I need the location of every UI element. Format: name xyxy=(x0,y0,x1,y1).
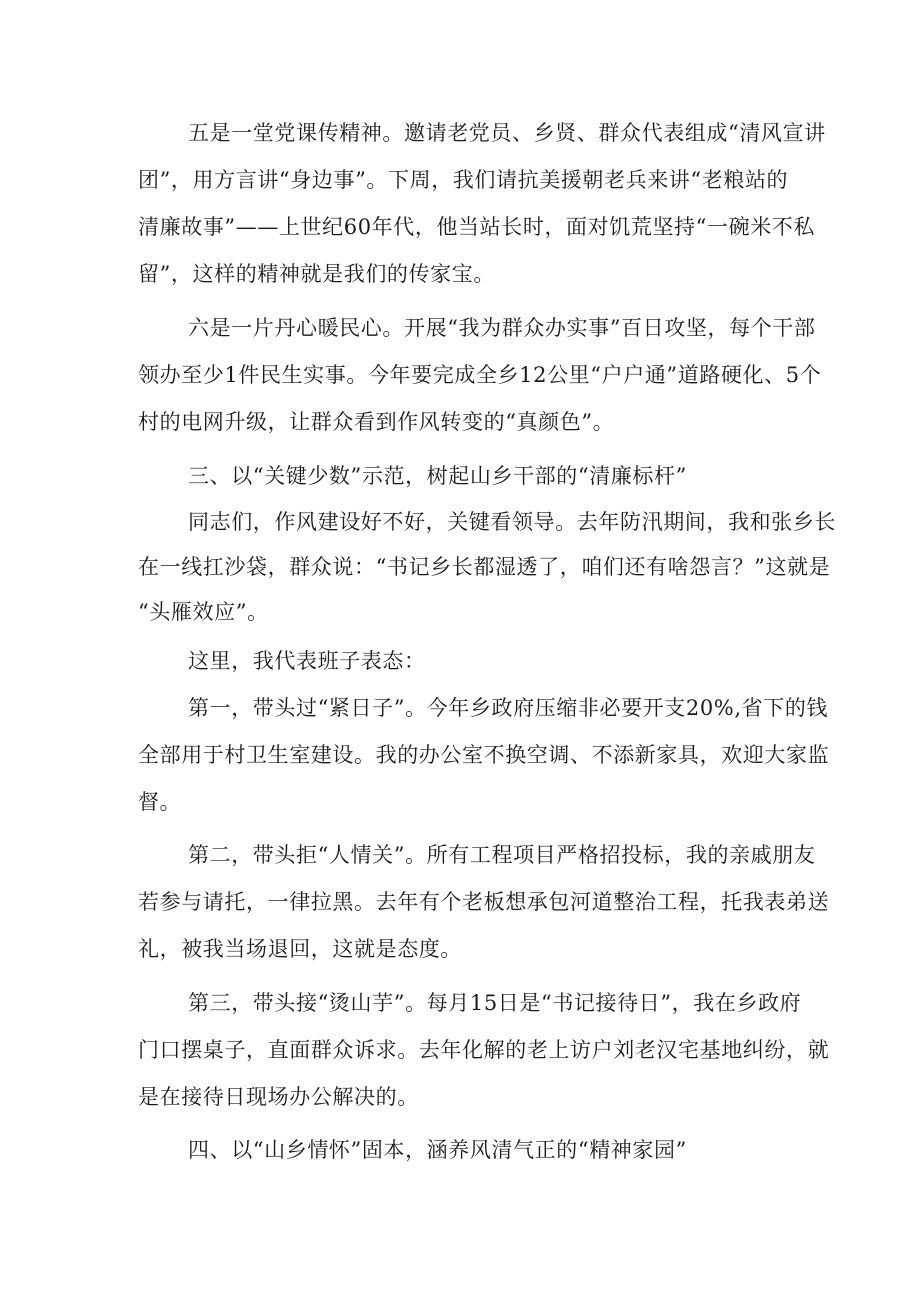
paragraph-line: 领办至少1件民生实事。今年要完成全乡12公里“户户通”道路硬化、5个 xyxy=(138,363,822,387)
paragraph-line: 礼，被我当场退回，这就是态度。 xyxy=(138,937,462,961)
paragraph-line: 村的电网升级，让群众看到作风转变的“真颜色”。 xyxy=(138,410,615,434)
paragraph-line: 清廉故事”——上世纪60年代，他当站长时，面对饥荒坚持“一碗米不私 xyxy=(138,215,815,239)
paragraph-line: 第三，带头接“烫山芋”。每月15日是“书记接待日”，我在乡政府 xyxy=(188,991,802,1015)
paragraph-line: 第二，带头拒“人情关”。所有工程项目严格招投标，我的亲戚朋友 xyxy=(188,843,816,867)
paragraph-line: 这里，我代表班子表态： xyxy=(188,649,426,673)
section-heading: 三、以“关键少数”示范，树起山乡干部的“清廉标杆” xyxy=(188,464,687,488)
section-heading: 四、以“山乡情怀”固本，涵养风清气正的“精神家园” xyxy=(188,1138,687,1162)
paragraph-line: 全部用于村卫生室建设。我的办公室不换空调、不添新家具，欢迎大家监 xyxy=(138,743,830,767)
paragraph-line: 六是一片丹心暖民心。开展“我为群众办实事”百日攻坚，每个干部 xyxy=(188,316,816,340)
paragraph-line: 门口摆桌子，直面群众诉求。去年化解的老上访户刘老汉宅基地纠纷，就 xyxy=(138,1038,830,1062)
paragraph-line: 第一，带头过“紧日子”。今年乡政府压缩非必要开支20%,省下的钱 xyxy=(188,696,829,720)
paragraph-line: 若参与请托，一律拉黑。去年有个老板想承包河道整治工程，托我表弟送 xyxy=(138,890,830,914)
paragraph-line: 同志们，作风建设好不好，关键看领导。去年防汛期间，我和张乡长 xyxy=(188,510,836,534)
paragraph-line: 团”，用方言讲“身边事”。下周，我们请抗美援朝老兵来讲“老粮站的 xyxy=(138,168,789,192)
paragraph-line: 在一线扛沙袋，群众说：“书记乡长都湿透了，咱们还有啥怨言？”这就是 xyxy=(138,555,831,579)
paragraph-line: 留”，这样的精神就是我们的传家宝。 xyxy=(138,262,495,286)
paragraph-line: 督。 xyxy=(138,790,182,814)
paragraph-line: “头雁效应”。 xyxy=(138,600,269,624)
paragraph-line: 五是一堂党课传精神。邀请老党员、乡贤、群众代表组成“清风宣讲 xyxy=(188,121,826,145)
paragraph-line: 是在接待日现场办公解决的。 xyxy=(138,1085,419,1109)
